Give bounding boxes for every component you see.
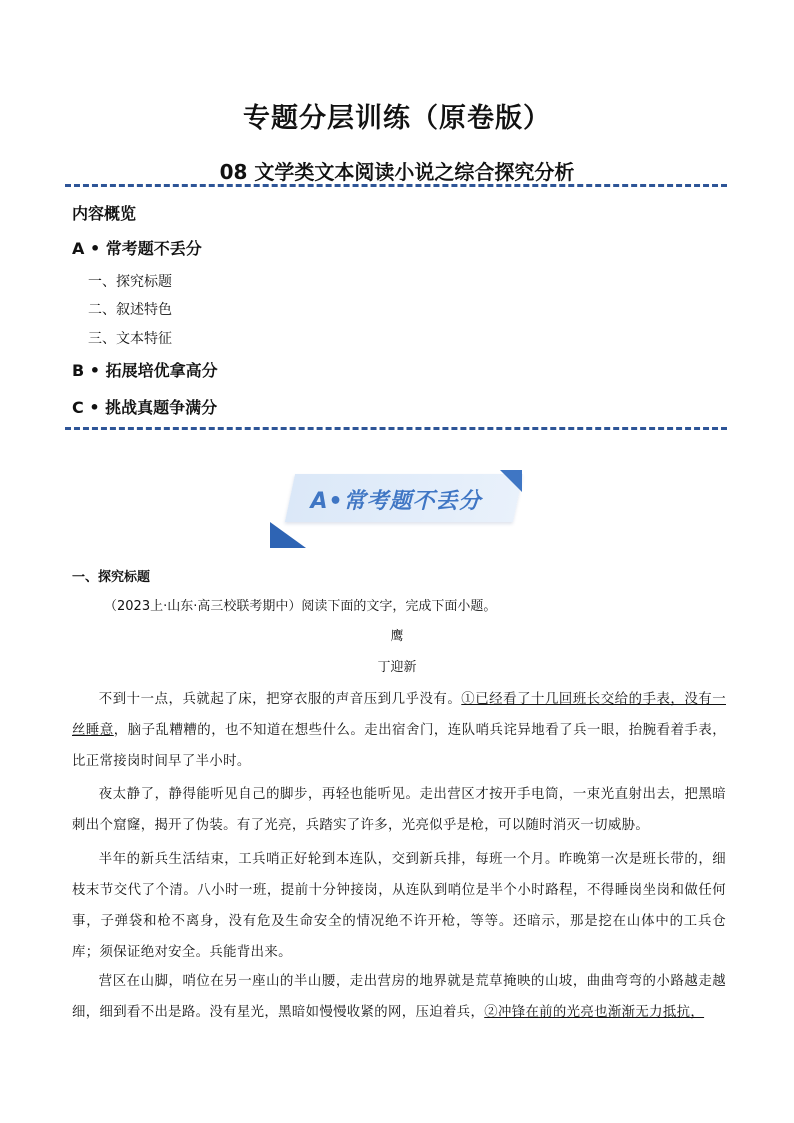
page-subtitle: 08 文学类文本阅读小说之综合探究分析 — [219, 160, 575, 184]
story-author: 丁迎新 — [377, 660, 417, 675]
paragraph-text: 营区在山脚，哨位在另一座山的半山腰，走出营房的地界就是荒草掩映的山坡，曲曲弯弯的小路越走越细，细到看不出是路。没有星光，黑暗如慢慢收紧的网，压迫着兵， — [72, 974, 726, 1020]
question-intro: （2023上·山东·高三校联考期中）阅读下面的文字，完成下面小题。 — [104, 599, 497, 614]
underlined-text: ②冲锋在前的光亮也渐渐无力抵抗， — [484, 1005, 705, 1020]
banner-corner-triangle — [270, 522, 306, 548]
overview-a: A • 常考题不丢分 — [72, 239, 202, 258]
paragraph-4 — [72, 966, 726, 1028]
divider-top — [65, 184, 727, 187]
section-heading: 一、探究标题 — [72, 570, 151, 585]
paragraph-1 — [72, 684, 726, 777]
banner-label: A•常考题不丢分 — [310, 489, 482, 514]
section-banner — [270, 470, 522, 550]
page-title: 专题分层训练（原卷版） — [243, 103, 551, 134]
paragraph-2: 夜太静了，静得能听见自己的脚步，再轻也能听见。走出营区才按开手电筒，一束光直射出去，把黑暗刺出个窟窿，揭开了伪装。有了光亮，兵踏实了许多，光亮似乎是枪，可以随时消灭一切威胁。 — [72, 787, 726, 833]
divider-bottom — [65, 427, 727, 430]
overview-c: C • 挑战真题争满分 — [72, 398, 218, 417]
overview-a-item: 一、探究标题 — [88, 274, 172, 290]
overview-b: B • 拓展培优拿高分 — [72, 361, 218, 380]
paragraph-text: 不到十一点，兵就起了床，把穿衣服的声音压到几乎没有。 — [98, 692, 462, 707]
underlined-text: ①已经看了十几回班长交给的手表，没有一丝睡意 — [72, 692, 726, 738]
overview-heading: 内容概览 — [72, 204, 137, 223]
overview-a-item: 三、文本特征 — [88, 331, 172, 347]
paragraph-3: 半年的新兵生活结束，工兵哨正好轮到本连队，交到新兵排，每班一个月。昨晚第一次是班长带的，细枝末节交代了个清。八小时一班，提前十分钟接岗，从连队到哨位是半个小时路程，不得睡岗坐岗和做任何事，子弹袋和枪不离身，没有危及生命安全的情况绝不许开枪，等等。还暗示，那是挖在山体中的工兵仓库；须保证绝对安全。兵能背出来。 — [72, 852, 726, 960]
overview-a-item: 二、叙述特色 — [88, 302, 172, 318]
paragraph-text: ，脑子乱糟糟的，也不知道在想些什么。走出宿舍门，连队哨兵诧异地看了兵一眼，抬腕看着手表，比正常接岗时间早了半小时。 — [72, 723, 726, 769]
story-title: 鹰 — [390, 629, 404, 644]
